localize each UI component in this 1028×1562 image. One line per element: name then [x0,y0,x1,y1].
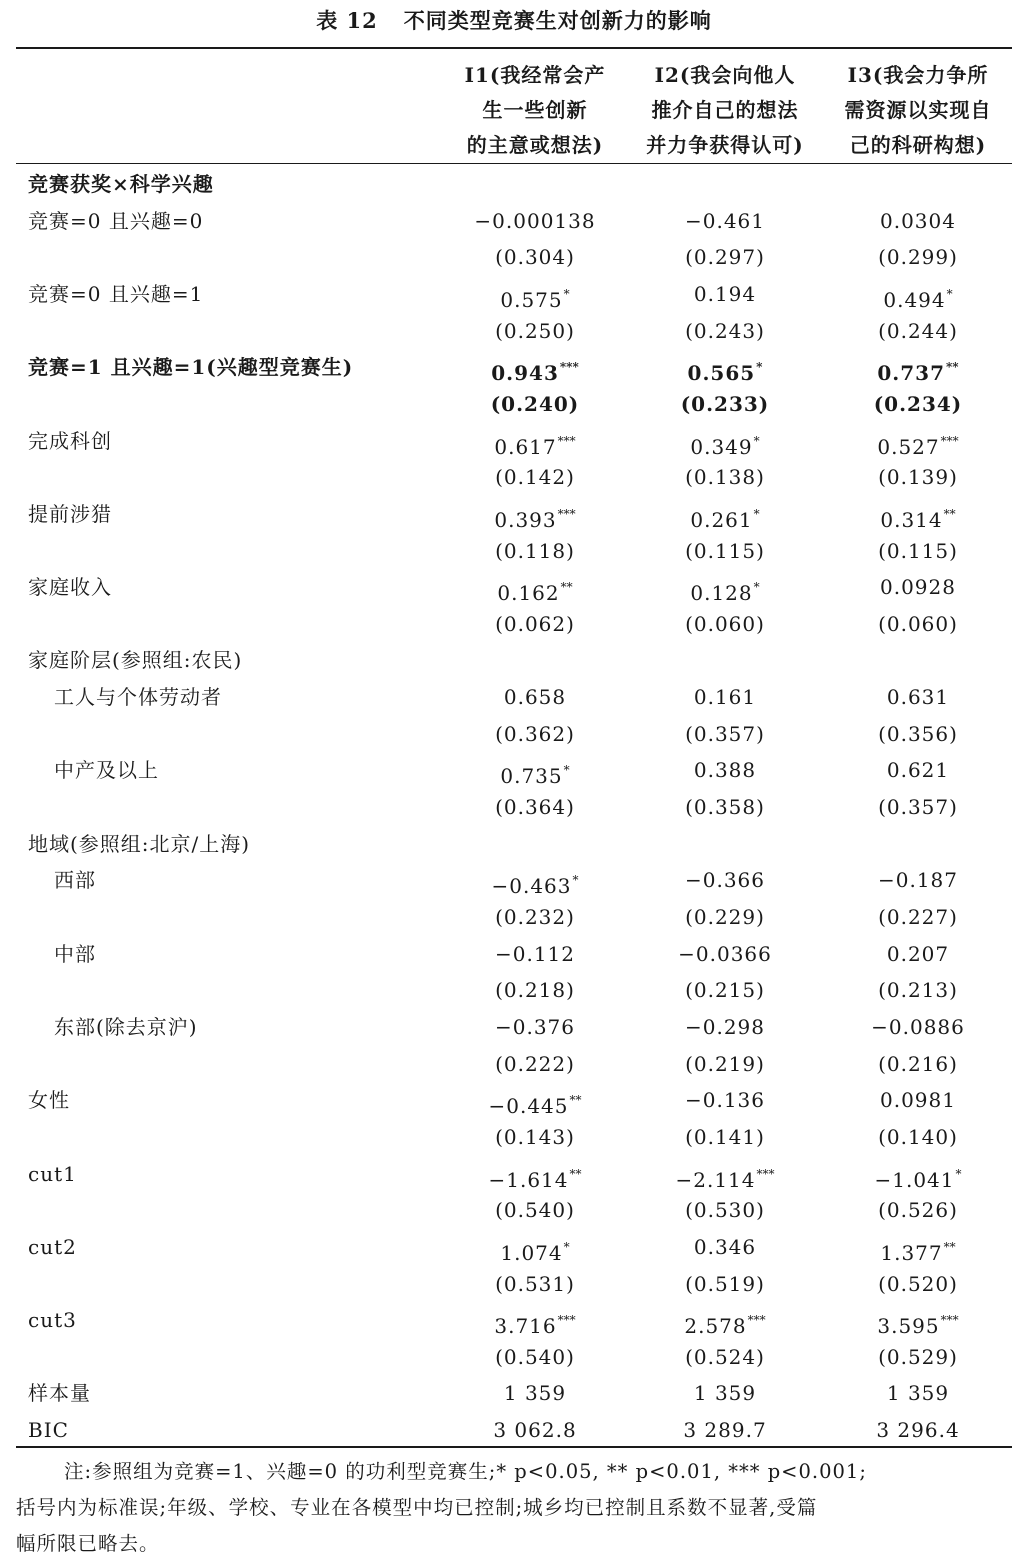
cell-value: 0.388 [693,758,757,783]
table-cell [635,606,815,642]
table-cell [445,606,625,642]
table-cell [828,679,1008,715]
cell-value: 3.595 [877,1314,940,1339]
cell-value: (0.520) [878,1271,958,1296]
table-row [0,569,1028,605]
table-title [0,6,1028,36]
cell-value: (0.244) [878,318,958,343]
table-row [0,826,1028,862]
significance-stars: *** [557,1313,576,1328]
table-row-se [0,789,1028,825]
cell-value: −0.298 [684,1014,765,1039]
table-cell [635,313,815,349]
significance-stars: * [753,580,760,595]
table-cell [828,972,1008,1008]
table-number: 表 12 [316,8,378,33]
significance-stars: *** [756,1166,775,1181]
cell-value: (0.358) [685,795,765,820]
cell-value: 0.393 [494,507,557,532]
cell-value: (0.060) [878,611,958,636]
table-row [0,166,1028,202]
cell-value: (0.233) [680,391,770,416]
table-cell [445,972,625,1008]
column-header-line: 己的科研构想) [849,133,987,157]
table-cell [828,1119,1008,1155]
cell-value: (0.060) [685,611,765,636]
table-cell [445,716,625,752]
cell-value: 0.162 [497,581,560,606]
table-cell [828,752,1008,788]
row-label: cut2 [28,1234,77,1259]
table-row-se [0,1119,1028,1155]
cell-value: (0.142) [495,465,575,490]
cell-value: (0.213) [878,978,958,1003]
table-cell [635,1266,815,1302]
cell-value: (0.362) [495,721,575,746]
table-cell [635,1046,815,1082]
table-cell [635,533,815,569]
cell-value: 0.346 [693,1234,757,1259]
header-rule [16,163,1012,164]
table-cell [828,1192,1008,1228]
cell-value: −0.461 [684,208,765,233]
table-cell [635,1082,815,1118]
cell-value: 1.074 [500,1240,563,1265]
table-cell [635,752,815,788]
cell-value: (0.540) [495,1198,575,1223]
table-cell [828,1082,1008,1118]
row-label: 西部 [54,868,96,893]
cell-value: 0.527 [877,434,940,459]
row-label: 家庭收入 [28,575,112,600]
table-cell [635,1412,815,1448]
row-label: cut3 [28,1308,77,1333]
cell-value: 0.565 [687,361,756,386]
note-line: 注:参照组为竞赛=1、兴趣=0 的功利型竞赛生;* p<0.05, ** p<0.01, *** p<0.001; [64,1460,867,1483]
cell-value: (0.529) [878,1344,958,1369]
table-cell [445,1046,625,1082]
row-label: 完成科创 [28,428,112,453]
table-cell [445,1119,625,1155]
table-cell [635,203,815,239]
significance-stars: * [955,1166,962,1181]
significance-stars: *** [940,433,959,448]
cell-value: 1 359 [693,1381,757,1406]
cell-value: 3 062.8 [493,1418,577,1443]
cell-value: 0.617 [494,434,557,459]
table-row [0,1156,1028,1192]
cell-value: (0.297) [685,245,765,270]
cell-value: −0.445 [488,1094,569,1119]
cell-value: −0.376 [494,1014,575,1039]
table-cell [828,459,1008,495]
table-row [0,349,1028,385]
row-label: 中部 [54,941,96,966]
table-cell [445,936,625,972]
table-cell [828,533,1008,569]
table-caption: 不同类型竞赛生对创新力的影响 [403,8,712,33]
table-row [0,496,1028,532]
cell-value: (0.526) [878,1198,958,1223]
significance-stars: ** [569,1093,582,1108]
cell-value: 0.314 [880,507,943,532]
column-header-line: I1(我经常会产 [464,63,606,87]
significance-stars: *** [557,506,576,521]
cell-value: 0.735 [500,764,563,789]
significance-stars: * [756,360,763,375]
cell-value: 0.658 [503,685,567,710]
cell-value: (0.240) [490,391,580,416]
table-cell [445,1375,625,1411]
table-cell [828,569,1008,605]
table-cell [828,1009,1008,1045]
table-cell [828,313,1008,349]
cell-value: (0.356) [878,721,958,746]
table-cell [445,386,625,422]
cell-value: 2.578 [684,1314,747,1339]
table-row-se [0,716,1028,752]
table-row [0,1229,1028,1265]
significance-stars: ** [569,1166,582,1181]
cell-value: 0.631 [886,685,950,710]
table-row-se [0,313,1028,349]
table-cell [828,1375,1008,1411]
column-header-line: 的主意或想法) [466,133,604,157]
table-note [16,1454,1012,1562]
cell-value: (0.216) [878,1051,958,1076]
cell-value: −1.041 [874,1167,955,1192]
table-cell [445,1266,625,1302]
column-header-line: 并力争获得认可) [646,133,804,157]
significance-stars: * [946,286,953,301]
significance-stars: * [753,506,760,521]
note-line: 括号内为标准误;年级、学校、专业在各模型中均已控制;城乡均已控制且系数不显著,受篇 [16,1496,818,1519]
significance-stars: ** [943,506,956,521]
table-row [0,936,1028,972]
cell-value: (0.299) [878,245,958,270]
column-header-i2 [635,58,815,163]
column-header-line: 需资源以实现自 [844,98,992,122]
column-header-i3 [828,58,1008,163]
significance-stars: ** [946,360,959,375]
table-cell [445,1192,625,1228]
significance-stars: ** [560,580,573,595]
table-row [0,1412,1028,1448]
row-label: 女性 [28,1088,70,1113]
table-cell [635,459,815,495]
row-label: 竞赛=0 且兴趣=0 [28,208,204,233]
table-cell [828,386,1008,422]
table-row-se [0,1339,1028,1375]
cell-value: 1.377 [880,1240,943,1265]
table-row-se [0,459,1028,495]
table-cell [635,899,815,935]
table-cell [828,936,1008,972]
column-header-line: 推介自己的想法 [651,98,799,122]
cell-value: 0.261 [690,507,753,532]
cell-value: 0.161 [693,685,757,710]
significance-stars: ** [943,1239,956,1254]
table-row [0,276,1028,312]
row-label: 工人与个体劳动者 [54,685,222,710]
cell-value: (0.118) [495,538,575,563]
table-cell [828,1266,1008,1302]
row-label: BIC [28,1418,69,1443]
table-cell [445,313,625,349]
cell-value: 0.494 [883,287,946,312]
cell-value: (0.232) [495,905,575,929]
table-row [0,423,1028,459]
significance-stars: *** [557,433,576,448]
cell-value: (0.540) [495,1344,575,1369]
table-cell [635,1229,815,1265]
table-row [0,1302,1028,1338]
cell-value: (0.357) [878,795,958,820]
table-cell [635,1119,815,1155]
table-cell [828,899,1008,935]
table-cell [445,899,625,935]
table-cell [445,1339,625,1375]
table-cell [635,1339,815,1375]
table-row-se [0,239,1028,275]
cell-value: 0.621 [886,758,950,783]
cell-value: (0.115) [878,538,958,563]
cell-value: 3 296.4 [876,1418,960,1443]
table-cell [635,276,815,312]
cell-value: (0.304) [495,245,575,270]
column-header-i1 [445,58,625,163]
table-cell [828,716,1008,752]
table-cell [828,606,1008,642]
cell-value: (0.219) [685,1051,765,1076]
note-line: 幅所限已略去。 [16,1532,160,1555]
table-row-se [0,899,1028,935]
cell-value: (0.357) [685,721,765,746]
cell-value: −0.000138 [474,208,596,233]
cell-value: (0.138) [685,465,765,490]
table-cell [635,1192,815,1228]
cell-value: (0.524) [685,1344,765,1369]
row-label: 地域(参照组:北京/上海) [28,831,251,856]
table-cell [445,679,625,715]
cell-value: −0.112 [494,941,575,966]
cell-value: −1.614 [488,1167,569,1192]
significance-stars: *** [559,360,579,375]
table-cell [635,386,815,422]
cell-value: (0.364) [495,795,575,820]
table-cell [828,789,1008,825]
cell-value: (0.139) [878,465,958,490]
cell-value: 0.737 [877,361,946,386]
table-row-se [0,386,1028,422]
row-label: 家庭阶层(参照组:农民) [28,648,243,673]
significance-stars: * [563,286,570,301]
cell-value: (0.140) [878,1124,958,1149]
top-rule [16,47,1012,49]
cell-value: 0.194 [693,281,757,306]
column-header-line: I3(我会力争所 [847,63,989,87]
cell-value: 0.943 [491,361,559,386]
cell-value: 3.716 [494,1314,557,1339]
row-label: 竞赛=1 且兴趣=1(兴趣型竞赛生) [28,355,354,380]
cell-value: 0.207 [886,941,950,966]
significance-stars: *** [940,1313,959,1328]
row-label: 竞赛=0 且兴趣=1 [28,281,204,306]
cell-value: 1 359 [503,1381,567,1406]
row-label: cut1 [28,1161,77,1186]
row-label: 中产及以上 [54,758,159,783]
cell-value: (0.141) [685,1124,765,1149]
cell-value: −0.136 [684,1088,765,1113]
table-cell [635,239,815,275]
cell-value: 0.349 [690,434,753,459]
cell-value: (0.519) [685,1271,765,1296]
table-cell [828,239,1008,275]
table-cell [828,1046,1008,1082]
table-cell [828,1339,1008,1375]
column-header-line: I2(我会向他人 [654,63,796,87]
table-row [0,679,1028,715]
significance-stars: *** [747,1313,766,1328]
cell-value: (0.234) [873,391,963,416]
table-cell [828,203,1008,239]
table-cell [445,1009,625,1045]
table-cell [445,533,625,569]
cell-value: (0.243) [685,318,765,343]
bottom-rule [16,1446,1012,1448]
table-row-se [0,1192,1028,1228]
cell-value: (0.222) [495,1051,575,1076]
table-row [0,1375,1028,1411]
table-cell [635,679,815,715]
significance-stars: * [563,763,570,778]
table-cell [828,1412,1008,1448]
table-row [0,1082,1028,1118]
table-row [0,862,1028,898]
table-cell [635,862,815,898]
table-cell [445,203,625,239]
table-cell [445,1412,625,1448]
cell-value: 0.128 [690,581,753,606]
cell-value: 3 289.7 [683,1418,767,1443]
cell-value: 0.0981 [880,1088,956,1113]
table-cell [445,459,625,495]
table-cell [828,862,1008,898]
table-row-se [0,1266,1028,1302]
cell-value: −0.0366 [678,941,772,966]
cell-value: 0.0304 [880,208,956,233]
row-label: 东部(除去京沪) [54,1014,198,1039]
table-row-se [0,533,1028,569]
table-cell [635,1009,815,1045]
cell-value: 0.0928 [880,575,956,600]
cell-value: −0.187 [877,868,958,893]
cell-value: −2.114 [675,1167,756,1192]
table-cell [635,716,815,752]
cell-value: (0.530) [685,1198,765,1223]
row-label: 样本量 [28,1381,91,1406]
table-row-se [0,606,1028,642]
table-cell [635,936,815,972]
cell-value: (0.531) [495,1271,575,1296]
significance-stars: * [563,1239,570,1254]
cell-value: 0.575 [500,287,563,312]
cell-value: 1 359 [886,1381,950,1406]
cell-value: (0.143) [495,1124,575,1149]
table-cell [635,1375,815,1411]
cell-value: −0.0886 [871,1014,965,1039]
table-row [0,752,1028,788]
cell-value: (0.250) [495,318,575,343]
significance-stars: * [572,873,579,888]
table-cell [445,239,625,275]
cell-value: (0.229) [685,905,765,929]
table-row-se [0,1046,1028,1082]
row-label: 提前涉猎 [28,501,112,526]
table-row-se [0,972,1028,1008]
cell-value: −0.463 [491,874,572,899]
table-cell [445,789,625,825]
cell-value: −0.366 [684,868,765,893]
cell-value: (0.227) [878,905,958,929]
table-row [0,642,1028,678]
row-label: 竞赛获奖×科学兴趣 [28,172,214,196]
cell-value: (0.062) [495,611,575,636]
significance-stars: * [753,433,760,448]
cell-value: (0.218) [495,978,575,1003]
table-row [0,1009,1028,1045]
cell-value: (0.215) [685,978,765,1003]
table-cell [635,789,815,825]
table-row [0,203,1028,239]
table-cell [635,972,815,1008]
cell-value: (0.115) [685,538,765,563]
column-header-line: 生一些创新 [482,98,588,122]
